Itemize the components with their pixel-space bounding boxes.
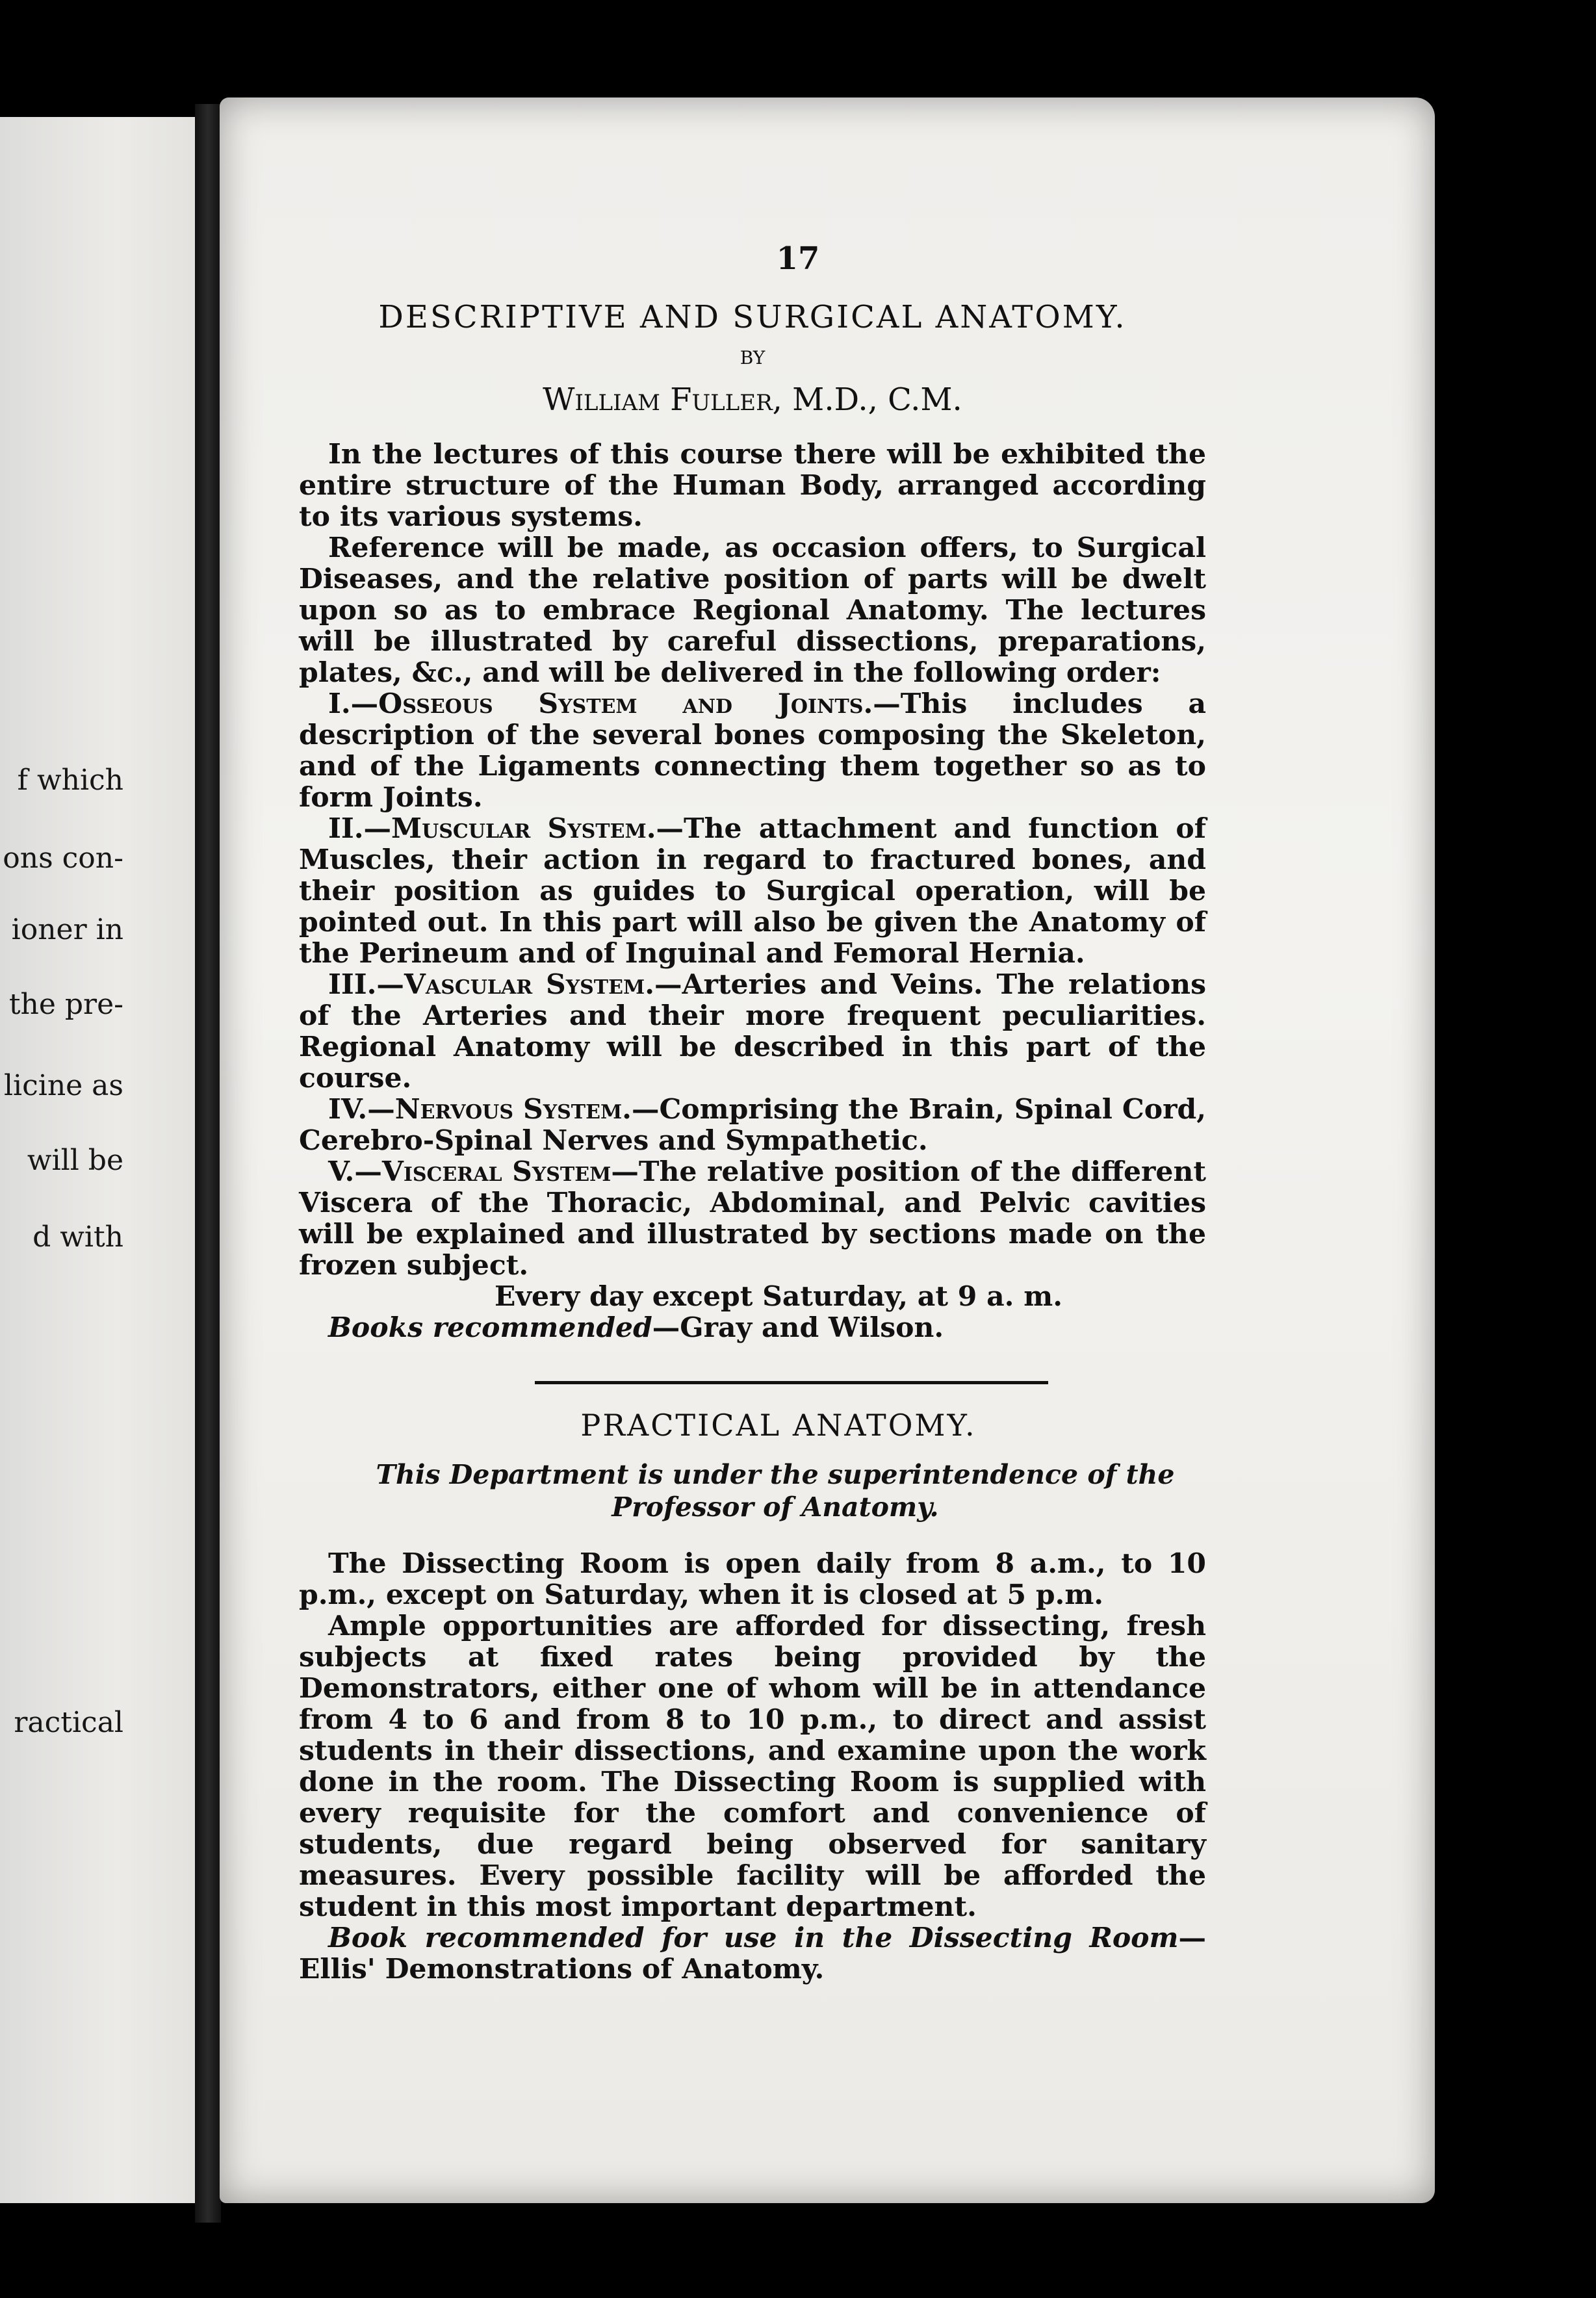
- system-label: V.—Visceral System: [328, 1155, 611, 1188]
- books-label: Book recommended for use in the Dissecting Room: [328, 1922, 1179, 1954]
- system-item-nervous: [299, 1094, 1206, 1156]
- subtitle-line: Professor of Anatomy.: [611, 1491, 939, 1523]
- system-label: IV.—Nervous System.: [328, 1093, 632, 1126]
- system-item-vascular: [299, 969, 1206, 1094]
- section-divider: [535, 1381, 1048, 1384]
- system-label: II.—Muscular System.: [328, 812, 656, 845]
- page-number: 17: [776, 240, 820, 277]
- left-page-fragment: [0, 117, 199, 2203]
- system-text: —This includes a description of the several bones composing the Skeleton, and of the Ligaments connecting them together so as to form Joints.: [299, 688, 1206, 814]
- left-fragment-line: will be: [27, 1144, 123, 1177]
- books-text: —Gray and Wilson.: [652, 1311, 944, 1344]
- paragraph: The Dissecting Room is open daily from 8 a.m., to 10 p.m., except on Saturday, when it is closed at 5 p.m.: [299, 1547, 1206, 1611]
- system-item-visceral: [299, 1156, 1206, 1281]
- byline-label: BY: [740, 347, 766, 368]
- paragraph: In the lectures of this course there will be exhibited the entire structure of the Human Body, arranged according to its various systems.: [299, 438, 1206, 533]
- paragraph: Reference will be made, as occasion offers, to Surgical Diseases, and the relative position of parts will be dwelt upon so as to embrace Regional Anatomy. The lectures will be illustrated by careful dissections, preparations, plates, &c., and will be delivered in the following order:: [299, 532, 1206, 689]
- left-fragment-line: d with: [32, 1220, 123, 1254]
- books-label: Books recommended: [328, 1311, 652, 1344]
- system-text: —Arteries and Veins. The relations of the Arteries and their more frequent peculiarities. Regional Anatomy will be described in this part of the course.: [299, 968, 1207, 1094]
- author-name: William Fuller, M.D., C.M.: [543, 381, 962, 418]
- paragraph: Ample opportunities are afforded for dissecting, fresh subjects at fixed rates being provided by the Demonstrators, either one of whom will be in attendance from 4 to 6 and from 8 to 10 p.m., to direct and assist students in their dissections, and examine upon the work done in the room. The Dissecting Room is supplied with every requisite for the comfort and convenience of students, due regard being observed for sanitary measures. Every possible facility will be afforded the student in this most important department.: [299, 1610, 1206, 1923]
- main-page: [220, 97, 1435, 2203]
- book-gutter: [195, 104, 221, 2223]
- system-text: —Comprising the Brain, Spinal Cord, Cerebro-Spinal Nerves and Sympathetic.: [299, 1093, 1206, 1157]
- left-fragment-line: ons con-: [3, 842, 123, 875]
- left-fragment-line: ractical: [14, 1706, 123, 1739]
- books-recommended: [328, 1312, 1206, 1343]
- left-fragment-line: f which: [17, 764, 123, 797]
- section-title-descriptive: DESCRIPTIVE AND SURGICAL ANATOMY.: [378, 299, 1127, 335]
- system-label: I.—Osseous System and Joints.: [328, 688, 873, 720]
- left-fragment-line: licine as: [3, 1069, 123, 1102]
- books-recommended-practical: [299, 1922, 1206, 1985]
- schedule-line: Every day except Saturday, at 9 a. m.: [494, 1280, 1063, 1313]
- left-fragment-line: the pre-: [8, 988, 123, 1021]
- page-text: [299, 240, 1206, 1985]
- system-text: —The attachment and function of Muscles, their action in regard to fractured bones, and their position as guides to Surgical operation, will be pointed out. In this part will also be given the Anatomy of the Perineum and of Inguinal and Femoral Hernia.: [299, 812, 1206, 970]
- system-item-osseous: [299, 688, 1206, 813]
- system-label: III.—Vascular System.: [328, 968, 654, 1001]
- left-fragment-line: ioner in: [11, 913, 123, 946]
- system-text: —The relative position of the different Viscera of the Thoracic, Abdominal, and Pelvic cavities will be explained and illustrated by sections made on the frozen subject.: [299, 1155, 1206, 1282]
- section-title-practical: PRACTICAL ANATOMY.: [580, 1408, 977, 1443]
- system-item-muscular: [299, 813, 1206, 969]
- subtitle-line: This Department is under the superintendence of the: [376, 1459, 1175, 1490]
- books-text: —Ellis' Demonstrations of Anatomy.: [299, 1922, 1206, 1985]
